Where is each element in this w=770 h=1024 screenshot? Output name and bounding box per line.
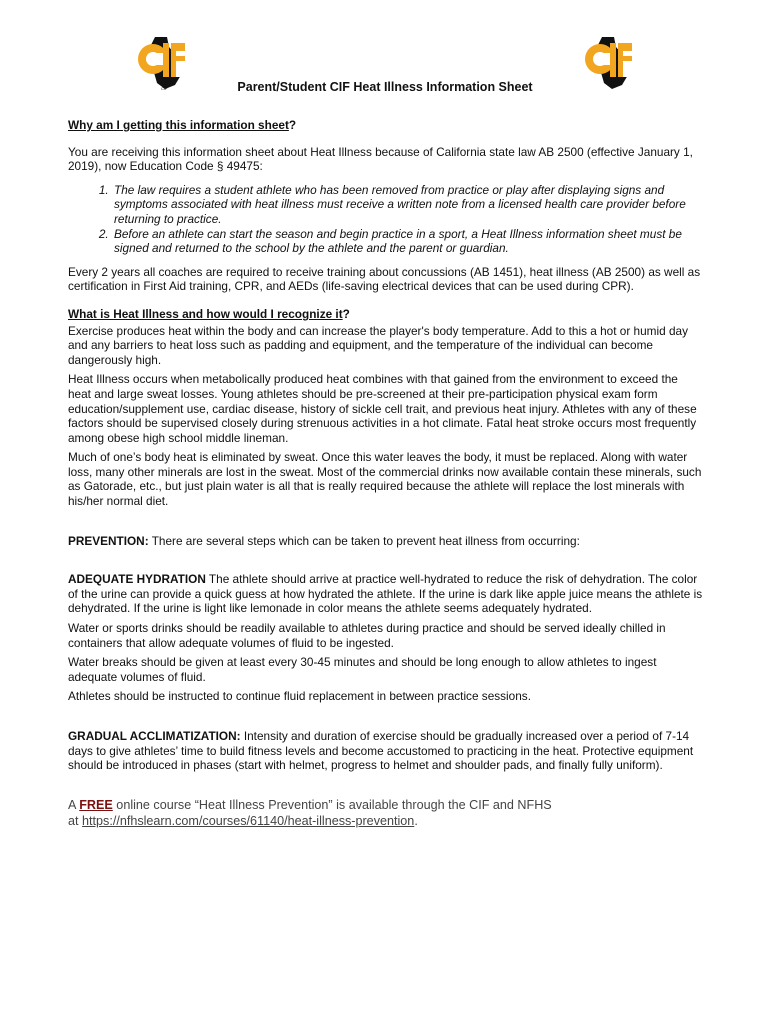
hydration-paragraph-3: Water breaks should be given at least every 30-45 minutes and should be long enough to allow athletes to ingest adequate volumes of fluid. [68,655,657,684]
why-intro: You are receiving this information sheet about Heat Illness because of California state law AB 2500 (effective January 1, 2019), now Education Code § 49475: [68,144,693,174]
list-item: 1. The law requires a student athlete who has been removed from practice or play after displaying signs and symptoms associated with heat illness must receive a written note from a licensed health care provider before returning to practice. [112,183,704,227]
hydration-paragraph-1: ADEQUATE HYDRATION The athlete should arrive at practice well-hydrated to reduce the risk of dehydration. The color of the urine can provide a quick guess at how hydrated the athlete. If the urine is dark like apple juice means the athlete is dehydrated. If the urine is light like lemonade in color means the athlete seems adequately hydrated. [68,572,703,616]
coaches-paragraph: Every 2 years all coaches are required to receive training about concussions (AB 1451), heat illness (AB 2500) as well as certification in First Aid training, CPR, and AEDs (life-saving electrical devices that can be used during CPR). [68,264,701,294]
what-paragraph-3: Much of one’s body heat is eliminated by sweat. Once this water leaves the body, it must be replaced. Along with water loss, many other minerals are lost in the sweat. Most of the commercial drinks now available contain these minerals, such as Gatorade, etc., but just plain water is all that is really required because the athlete will replace the lost minerals with his/her normal diet. [68,450,702,509]
svg-text:CIF: CIF [161,86,168,91]
free-label: FREE [79,797,113,812]
page-title: Parent/Student CIF Heat Illness Information Sheet [237,80,533,94]
hydration-paragraph-4: Athletes should be instructed to continue fluid replacement in between practice sessions. [68,689,531,704]
prevention-paragraph: PREVENTION: There are several steps which can be taken to prevent heat illness from occurring: [68,533,580,548]
what-paragraph-1: Exercise produces heat within the body and can increase the player's body temperature. Add to this a hot or humid day and any barriers to heat loss such as padding and equipment, and the temperature of the individual can become dangerously high. [68,323,688,367]
document-body [68,118,704,829]
course-link[interactable]: https://nfhslearn.com/courses/61140/heat-illness-prevention [82,813,415,828]
what-heading: What is Heat Illness and how would I recognize it? [68,306,350,321]
acclimatization-paragraph: GRADUAL ACCLIMATIZATION: Intensity and duration of exercise should be gradually increased over a period of 7-14 days to give athletes’ time to build fitness levels and become accustomed to practicing in the heat. Protective equipment should be introduced in phases (start with helmet, progress to helmet and shoulder pads, and finally fully uniform). [68,729,694,773]
course-notice: A FREE online course “Heat Illness Prevention” is available through the CIF and NFHS at https://nfhslearn.com/courses/61140/heat-illness-prevention. [68,797,552,828]
list-item: 2. Before an athlete can start the season and begin practice in a sport, a Heat Illness information sheet must be signed and returned to the school by the athlete and the parent or guardian. [112,227,704,256]
hydration-paragraph-2: Water or sports drinks should be readily available to athletes during practice and should be served ideally chilled in containers that allow adequate volumes of fluid to be ingested. [68,621,666,650]
what-paragraph-2: Heat Illness occurs when metabolically produced heat combines with that gained from the environment to exceed the heat and large sweat losses. Young athletes should be pre-screened at their pre-participation physical exam form education/supplement use, cardiac disease, history of sickle cell trait, and previous heat injury. Athletes with any of these factors should be supervised closely during strenuous activities in a hot climate. Fatal heat stroke occurs most frequently among obese high school middle lineman. [68,372,697,445]
law-list [68,183,704,256]
why-heading: Why am I getting this information sheet? [68,118,297,132]
